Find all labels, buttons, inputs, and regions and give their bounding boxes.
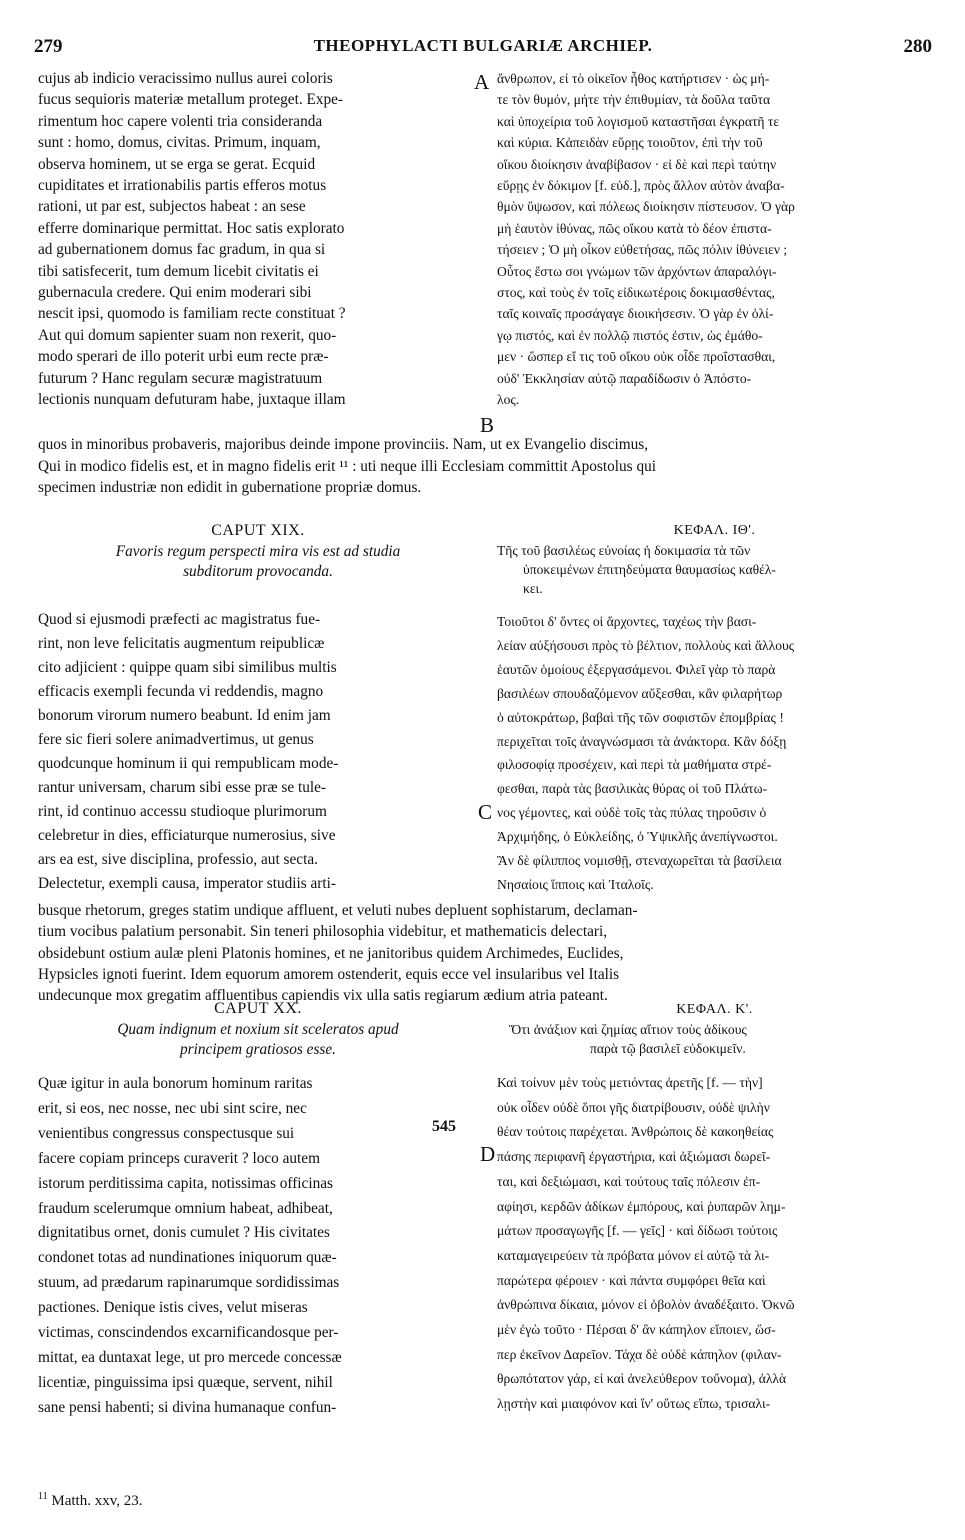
latin-line: gubernacula credere. Qui enim moderari sibi [38, 284, 312, 301]
latin-line: fraudum scelerumque omnium habeat, adhibeat, [38, 1199, 333, 1217]
greek-line: καὶ ὑποχείρια τοῦ λογισμοῦ καταστῆσαι ἐγκρατῆ τε [497, 113, 780, 129]
caput-20-latin-heading: CAPUT XX. [214, 1000, 302, 1017]
greek-line: φεσθαι, παρὰ τὰς βασιλικὰς θύρας οἱ τοῦ Πλάτω- [497, 781, 768, 797]
greek-line: ἄνθρωπον, εἰ τὸ οἰκεῖον ἦθος κατήρτισεν · ὡς μή- [497, 71, 770, 86]
latin-line: nescit ipsi, quomodo is familiam recte constituat ? [38, 305, 346, 323]
latin-line: venientibus congressus conspectusque sui [38, 1124, 295, 1142]
latin-line: sunt : homo, domus, civitas. Primum, inquam, [38, 134, 321, 152]
text-line: specimen industriæ non edidit in gubernatione propriæ domus. [38, 479, 422, 496]
greek-line: Καὶ τοίνυν μὲν τοὺς μετιόντας ἀρετῆς [f. — τὴν] [497, 1075, 763, 1090]
margin-marker-c: C [478, 800, 493, 824]
greek-line: Ἂν δὲ φίλιππος νομισθῇ, στεναχωρεῖται τὰ βασίλεια [497, 853, 782, 868]
greek-line: γῳ πιστός, καὶ ἐν πολλῷ πιστός ἐστιν, ὡς ἐμάθο- [497, 327, 763, 343]
running-title: THEOPHYLACTI BULGARIÆ ARCHIEP. [313, 36, 653, 55]
text-line: obsidebunt ostium aulæ pleni Platonis homines, et ne janitoribus quidem Archimedes, Euclides, [38, 944, 624, 962]
greek-line: αφίησι, κερδῶν ἀδίκων ἐμπόρους, καὶ ῥυπαρῶν λημ- [497, 1198, 786, 1214]
latin-line: erit, si eos, nec nosse, nec ubi sint scire, nec [38, 1099, 307, 1117]
footnote-marker: 11 [38, 1491, 48, 1502]
left-page-number: 279 [34, 36, 63, 57]
greek-line: θρωπότατον γάρ, εἰ καὶ ἀνελεύθερον τοὔνομα), ἀλλὰ [497, 1371, 787, 1387]
latin-line: cujus ab indicio veracissimo nullus aurei coloris [38, 70, 333, 87]
margin-marker-a: A [474, 70, 490, 94]
latin-line: Quod si ejusmodi præfecti ac magistratus fue- [38, 611, 321, 628]
caput-19-latin-heading: CAPUT XIX. [211, 522, 305, 539]
latin-line: rantur universam, charum sibi esse præ se tule- [38, 779, 327, 796]
caput-19-greek-heading: ΚΕΦΑΛ. ΙΘ'. [673, 523, 756, 538]
latin-line: mittat, ea duntaxat lege, ut pro mercede concessæ [38, 1348, 342, 1366]
text-line: quos in minoribus probaveris, majoribus deinde impone provinciis. Nam, ut ex Evangelio discimus, [38, 436, 649, 453]
latin-line: efferre dominarique permittat. Hoc satis explorato [38, 219, 345, 237]
text-line: busque rhetorum, greges statim undique affluent, et veluti nubes depluent sophistarum, declaman- [38, 902, 638, 919]
latin-line: quodcunque hominum ii qui rempublicam mode- [38, 755, 339, 772]
footnote [38, 1491, 143, 1510]
caput-19-greek-subtitle-2: ὑποκειμένων ἐπιτηδεύματα θαυμασίως καθέλ- [523, 562, 776, 577]
greek-line: καταμαγειρεύειν τὰ πρόβατα μόνον εἰ αὐτῷ τὰ λι- [497, 1247, 770, 1263]
latin-line: rimentum hoc capere volenti tria consideranda [38, 112, 323, 130]
latin-line: facere copiam princeps curaverit ? loco autem [38, 1149, 320, 1167]
latin-line: dignitatibus ornet, donis cumulet ? His civitates [38, 1224, 330, 1242]
latin-line: victimas, conscindendos excarnificandosque per- [38, 1324, 339, 1341]
greek-line: λείαν αὐξήσουσι πρὸς τὸ βέλτιον, πολλοὺς καὶ ἄλλους [497, 637, 795, 653]
greek-line: μάτων προσαγωγῆς [f. — γεῖς] · καὶ δίδωσι τούτοις [497, 1223, 778, 1239]
caput-20-latin-subtitle-2: principem gratiosos esse. [180, 1041, 336, 1058]
latin-line: istorum perditissima capita, notissimas officinas [38, 1174, 333, 1192]
text-line: undecunque mox gregatim affluentibus capiendis vix ulla satis regiarum ædium atria pateant. [38, 987, 608, 1005]
latin-line: cito adjicient : quippe quam sibi similibus multis [38, 659, 337, 676]
greek-line: φιλοσοφίᾳ προσέχειν, καὶ περὶ τὰ μαθήματα στρέ- [497, 757, 772, 773]
footnote-text: Matth. xxv, 23. [51, 1493, 143, 1509]
latin-line: tibi satisfecerit, tum demum licebit civitatis ei [38, 262, 319, 280]
greek-line: μὴ ἑαυτὸν ἰθύνας, πῶς οἴκου κατὰ τὸ δέον ἐπιστα- [497, 220, 772, 236]
latin-line: stuum, ad prædarum rapinarumque sordidissimas [38, 1274, 340, 1292]
running-header [34, 36, 932, 58]
greek-line: πάσης περιφανῆ ἐργαστήρια, καὶ ἀξιώμασι δωρεῖ- [497, 1149, 771, 1165]
latin-line: celebretur in dies, efficiaturque numerosius, sive [38, 827, 336, 844]
latin-line: fucus sequioris materiæ metallum proteget. Expe- [38, 91, 344, 109]
latin-line: lectionis nunquam defuturam habe, juxtaque illam [38, 391, 346, 408]
greek-line: μεν · ὥσπερ εἴ τις τοῦ οἴκου οὐκ οἶδε προΐστασθαι, [497, 349, 776, 365]
greek-line: νος γέμοντες, καὶ οὐδὲ τοῖς τὰς πύλας τηροῦσιν ὁ [497, 805, 767, 821]
caput-19-greek-subtitle-3: κει. [523, 581, 543, 596]
latin-line: ad gubernationem domus fac gradum, in qua si [38, 241, 326, 259]
caput-20-greek-subtitle-2: παρὰ τῷ βασιλεῖ εὐδοκιμεῖν. [590, 1041, 746, 1056]
greek-line: ται, καὶ δεξιώμασι, καὶ τούτους ταῖς πόλεσιν ἐπ- [497, 1173, 761, 1189]
greek-line: βασιλέων σπουδαζόμενον αὔξεσθαι, κἂν φιλαρήτωρ [497, 685, 783, 701]
greek-line: παρώτερα φέροιεν · καὶ πάντα συμφόρει θεῖα καὶ [497, 1272, 766, 1288]
latin-line: efficacis exempli fecunda vi reddendis, magno [38, 683, 324, 700]
greek-line: τήσειεν ; Ὁ μὴ οἶκον εὐθετήσας, πῶς πόλιν ἰθύνειεν ; [497, 242, 788, 258]
greek-line: ἀνθρώπινα δίκαια, μόνον εἰ ὀβολὸν ἀναδέξαιτο. Ὀκνῶ [497, 1297, 795, 1313]
greek-line: Ἀρχιμήδης, ὁ Εὐκλείδης, ὁ Ὑψικλῆς ἀνεπίγνωστοι. [497, 829, 778, 845]
greek-line: ὁ αὐτοκράτωρ, βαβαὶ τῆς τῶν σοφιστῶν ἐπομβρίας ! [497, 709, 784, 725]
greek-line: περιχεῖται τοῖς ἀναγνώσμασι τὰ ἀνάκτορα. Κἂν δόξῃ [497, 733, 787, 749]
latin-line: fere sic fieri solere animadvertimus, ut genus [38, 731, 314, 748]
greek-line: Τοιοῦτοι δ' ὄντες οἱ ἄρχοντες, ταχέως τὴν βασι- [497, 614, 757, 629]
greek-line: Οὗτος ἔστω σοι γνώμων τῶν ἀρχόντων ἀπαραλόγι- [497, 263, 777, 279]
greek-line: οὐδ' Ἐκκλησίαν αὐτῷ παραδίδωσιν ὁ Ἀπόστο- [497, 370, 752, 386]
greek-line: καὶ κύρια. Κἀπειδὰν εὕρῃς τοιοῦτον, ἐπὶ τὴν τοῦ [497, 135, 763, 151]
latin-line: rationi, ut par est, subjectos habeat : an sese [38, 198, 306, 216]
greek-line: λος. [497, 392, 520, 407]
latin-line: cupiditates et irrationabilis partis efferos motus [38, 177, 327, 194]
latin-line: licentiæ, pinguissima ipsi quæque, servent, nihil [38, 1373, 333, 1391]
greek-line: μὲν ἐγὼ τοῦτο · Πέρσαι δ' ἂν κάπηλον εἴποιεν, ὥσ- [497, 1322, 776, 1337]
greek-line: οὐκ οἶδεν οὐδὲ ὅποι γῆς διατρίβουσιν, οὐδὲ ψιλὴν [497, 1099, 770, 1115]
latin-line: condonet totas ad nundinationes iniquorum quæ- [38, 1249, 337, 1267]
latin-line: bonorum virorum numero beabunt. Id enim jam [38, 707, 331, 724]
greek-line: εὕρῃς ἐν δόκιμον [f. εὐδ.], πρὸς ἄλλον αὐτὸν ἀναβα- [497, 178, 785, 193]
latin-line: sane pensi habenti; si divina humanaque confun- [38, 1398, 337, 1416]
latin-line: rint, non leve felicitatis augmentum reipublicæ [38, 635, 325, 652]
caput-20-latin-subtitle-1: Quam indignum et noxium sit sceleratos apud [117, 1021, 399, 1038]
latin-line: futurum ? Hanc regulam securæ magistratuum [38, 369, 323, 387]
greek-line: θέαν τούτοις παρέχεται. Ἀνθρώποις δὲ κακοηθείας [497, 1124, 774, 1140]
latin-line: ars ea est, sive disciplina, professio, aut secta. [38, 851, 318, 868]
caput-20-greek-subtitle-1: Ὅτι ἀνάξιον καὶ ζημίας αἴτιον τοὺς ἀδίκους [509, 1022, 747, 1037]
margin-marker-d: D [480, 1142, 496, 1166]
latin-line: rint, id continuo accessu studioque plurimorum [38, 803, 327, 820]
greek-line: λῃστὴν καὶ μιαιφόνον καὶ ἵν' οὕτως εἴπω, τρισαλι- [497, 1396, 771, 1412]
latin-margin-number: 545 [432, 1118, 456, 1135]
margin-marker-b: B [480, 413, 495, 437]
latin-line: Quæ igitur in aula bonorum hominum raritas [38, 1075, 313, 1092]
text-line: Qui in modico fidelis est, et in magno fidelis erit ¹¹ : uti neque illi Ecclesiam committit Apostolus qui [38, 457, 656, 475]
greek-line: ταῖς κοιναῖς προσάγαγε διοικήσεσιν. Ὁ γὰρ ἐν ὀλί- [497, 306, 774, 322]
greek-line: τε τὸν θυμόν, μήτε τὴν ἐπιθυμίαν, τὰ δοῦλα ταῦτα [497, 92, 771, 108]
greek-line: στος, καὶ τοὺς ἐν τοῖς εἰδικωτέροις δοκιμασθέντας, [497, 285, 775, 300]
greek-line: περ ἐκεῖνον Δαρεῖον. Τάχα δὲ οὐδὲ κάπηλον (φιλαν- [497, 1346, 782, 1362]
caput-20-greek-heading: ΚΕΦΑΛ. Κ'. [676, 1002, 753, 1017]
greek-line: θμὸν ὕψωσον, καὶ πόλεως διοίκησιν πίστευσον. Ὁ γὰρ [497, 199, 795, 215]
greek-line: οἴκου διοίκησιν ἀναβίβασον · εἰ δὲ καὶ περὶ ταύτην [497, 156, 777, 172]
latin-line: observa hominem, ut se erga se gerat. Ecquid [38, 155, 316, 173]
latin-line: modo sperari de illo poterit urbi eum recte præ- [38, 348, 329, 366]
greek-line: Νησαίοις ἵπποις καὶ Ἰταλοῖς. [497, 876, 654, 892]
latin-line: pactiones. Denique istis cives, velut miseras [38, 1299, 308, 1317]
greek-line: ἑαυτῶν ὁμοίους ἐξεργασάμενοι. Φιλεῖ γὰρ τὸ παρὰ [497, 661, 776, 677]
text-line: tium vocibus palatium personabit. Sin teneri philosophia videbitur, et mathematicis delectari, [38, 923, 608, 941]
latin-line: Delectetur, exempli causa, imperator studiis arti- [38, 875, 336, 892]
caput-19-greek-subtitle-1: Τῆς τοῦ βασιλέως εὐνοίας ἡ δοκιμασία τὰ τῶν [497, 543, 751, 558]
latin-line: Aut qui domum sapienter suam non rexerit, quo- [38, 326, 337, 344]
right-page-number: 280 [903, 36, 932, 57]
caput-19-latin-subtitle-1: Favoris regum perspecti mira vis est ad studia [115, 543, 401, 560]
caput-19-latin-subtitle-2: subditorum provocanda. [183, 563, 333, 580]
text-line: Hypsicles ignoti fuerint. Idem equorum amorem ostenderit, equis ecce vel insularibus vel Italis [38, 965, 620, 983]
